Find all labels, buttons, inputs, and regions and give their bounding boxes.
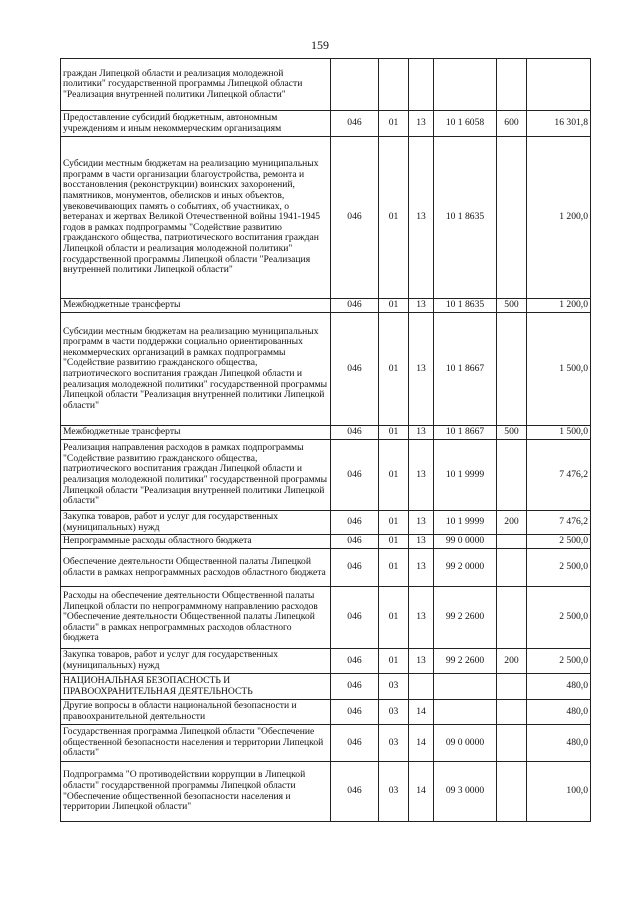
row-subsection-code: 13 — [409, 426, 434, 440]
table-row — [61, 535, 591, 549]
row-expense-type-code — [497, 59, 527, 111]
row-expense-type-code — [497, 313, 527, 426]
row-ved-code: 046 — [331, 762, 379, 822]
row-amount: 1 200,0 — [527, 137, 591, 299]
row-ved-code: 046 — [331, 313, 379, 426]
row-section-code: 01 — [379, 299, 409, 313]
row-ved-code: 046 — [331, 137, 379, 299]
row-ved-code: 046 — [331, 649, 379, 674]
row-section-code: 01 — [379, 426, 409, 440]
row-expense-type-code — [497, 762, 527, 822]
table-row — [61, 700, 591, 725]
table-row — [61, 299, 591, 313]
row-section-code: 01 — [379, 313, 409, 426]
row-section-code: 01 — [379, 549, 409, 587]
row-expense-type-code — [497, 549, 527, 587]
table-row — [61, 440, 591, 511]
row-ved-code: 046 — [331, 549, 379, 587]
row-ved-code: 046 — [331, 511, 379, 535]
row-ved-code: 046 — [331, 587, 379, 649]
row-expense-type-code: 200 — [497, 649, 527, 674]
row-amount: 1 200,0 — [527, 299, 591, 313]
row-name: Межбюджетные трансферты — [61, 426, 331, 440]
row-subsection-code: 13 — [409, 511, 434, 535]
row-expense-type-code: 200 — [497, 511, 527, 535]
row-section-code: 03 — [379, 762, 409, 822]
row-expense-type-code — [497, 700, 527, 725]
row-name: Расходы на обеспечение деятельности Общественной палаты Липецкой области по непрограммному направлению расходов "Обеспечение деятельности Общественной палаты Липецкой области" в рамках непрограммных расходов областного бюджета — [61, 587, 331, 649]
row-ved-code: 046 — [331, 725, 379, 762]
row-amount: 2 500,0 — [527, 587, 591, 649]
row-name: Закупка товаров, работ и услуг для государственных (муниципальных) нужд — [61, 649, 331, 674]
row-name: Субсидии местным бюджетам на реализацию муниципальных программ в части поддержки социально ориентированных некоммерческих организаций в рамках подпрограммы "Содействие развитию гражданского общества, патриотического воспитания граждан Липецкой области и реализация молодежной политики" государственной программы Липецкой области "Реализация внутренней политики Липецкой области" — [61, 313, 331, 426]
row-expense-type-code: 500 — [497, 426, 527, 440]
row-subsection-code: 13 — [409, 313, 434, 426]
row-ved-code — [331, 59, 379, 111]
row-name: граждан Липецкой области и реализация молодежной политики" государственной программы Липецкой области "Реализация внутренней политики Липецкой области" — [61, 59, 331, 111]
row-target-code: 99 0 0000 — [434, 535, 497, 549]
table-row — [61, 313, 591, 426]
row-ved-code: 046 — [331, 700, 379, 725]
row-target-code — [434, 700, 497, 725]
row-amount: 7 476,2 — [527, 511, 591, 535]
row-ved-code: 046 — [331, 535, 379, 549]
row-subsection-code: 13 — [409, 535, 434, 549]
row-subsection-code: 13 — [409, 299, 434, 313]
row-subsection-code — [409, 59, 434, 111]
row-ved-code: 046 — [331, 674, 379, 700]
row-name: НАЦИОНАЛЬНАЯ БЕЗОПАСНОСТЬ И ПРАВООХРАНИТЕЛЬНАЯ ДЕЯТЕЛЬНОСТЬ — [61, 674, 331, 700]
row-ved-code: 046 — [331, 299, 379, 313]
page-number: 159 — [311, 38, 329, 52]
row-amount — [527, 59, 591, 111]
row-expense-type-code — [497, 535, 527, 549]
row-name: Другие вопросы в области национальной безопасности и правоохранительной деятельности — [61, 700, 331, 725]
row-section-code: 03 — [379, 674, 409, 700]
row-ved-code: 046 — [331, 111, 379, 137]
row-target-code: 10 1 8667 — [434, 426, 497, 440]
row-amount: 480,0 — [527, 674, 591, 700]
row-subsection-code: 14 — [409, 725, 434, 762]
row-amount: 2 500,0 — [527, 649, 591, 674]
row-amount: 1 500,0 — [527, 313, 591, 426]
table-row — [61, 111, 591, 137]
row-subsection-code: 13 — [409, 587, 434, 649]
row-subsection-code: 13 — [409, 440, 434, 511]
table-row — [61, 674, 591, 700]
row-name: Непрограммные расходы областного бюджета — [61, 535, 331, 549]
row-expense-type-code — [497, 137, 527, 299]
row-expense-type-code: 600 — [497, 111, 527, 137]
row-subsection-code: 14 — [409, 700, 434, 725]
row-target-code: 99 2 2600 — [434, 649, 497, 674]
row-name: Реализация направления расходов в рамках подпрограммы "Содействие развитию гражданского общества, патриотического воспитания граждан Липецкой области и реализация молодежной политики" государственной программы Липецкой области "Реализация внутренней политики Липецкой области" — [61, 440, 331, 511]
row-target-code — [434, 59, 497, 111]
row-section-code: 01 — [379, 587, 409, 649]
row-name: Государственная программа Липецкой области "Обеспечение общественной безопасности населения и территории Липецкой области" — [61, 725, 331, 762]
budget-table — [60, 58, 591, 822]
row-expense-type-code — [497, 725, 527, 762]
row-subsection-code: 13 — [409, 649, 434, 674]
row-expense-type-code — [497, 674, 527, 700]
row-target-code: 10 1 9999 — [434, 440, 497, 511]
row-subsection-code: 13 — [409, 111, 434, 137]
row-name: Подпрограмма "О противодействии коррупции в Липецкой области" государственной программы Липецкой области "Обеспечение общественной безопасности населения и территории Липецкой области" — [61, 762, 331, 822]
row-target-code: 09 0 0000 — [434, 725, 497, 762]
row-subsection-code: 13 — [409, 137, 434, 299]
row-subsection-code — [409, 674, 434, 700]
row-amount: 480,0 — [527, 725, 591, 762]
row-section-code: 01 — [379, 535, 409, 549]
row-section-code: 01 — [379, 511, 409, 535]
table-row — [61, 587, 591, 649]
table-row — [61, 426, 591, 440]
row-expense-type-code: 500 — [497, 299, 527, 313]
row-section-code: 01 — [379, 440, 409, 511]
row-section-code: 01 — [379, 111, 409, 137]
row-target-code: 99 2 0000 — [434, 549, 497, 587]
row-amount: 1 500,0 — [527, 426, 591, 440]
row-target-code — [434, 674, 497, 700]
table-row — [61, 511, 591, 535]
row-subsection-code: 13 — [409, 549, 434, 587]
row-amount: 7 476,2 — [527, 440, 591, 511]
table-row — [61, 137, 591, 299]
row-ved-code: 046 — [331, 440, 379, 511]
row-target-code: 10 1 8667 — [434, 313, 497, 426]
row-name: Закупка товаров, работ и услуг для государственных (муниципальных) нужд — [61, 511, 331, 535]
row-target-code: 10 1 6058 — [434, 111, 497, 137]
table-row — [61, 649, 591, 674]
table-row — [61, 725, 591, 762]
row-expense-type-code — [497, 440, 527, 511]
row-name: Субсидии местным бюджетам на реализацию муниципальных программ в части организации благоустройства, ремонта и восстановления (реконструкции) воинских захоронений, памятников, монументов, обелисков и иных объектов, увековечивающих память о событиях, об участниках, о ветеранах и жертвах Великой Отечественной войны 1941-1945 годов в рамках подпрограммы "Содействие развитию гражданского общества, патриотического воспитания граждан Липецкой области и реализация молодежной политики" государственной программы Липецкой области "Реализация внутренней политики Липецкой области" — [61, 137, 331, 299]
row-target-code: 09 3 0000 — [434, 762, 497, 822]
row-section-code: 03 — [379, 700, 409, 725]
row-amount: 2 500,0 — [527, 549, 591, 587]
row-amount: 480,0 — [527, 700, 591, 725]
row-target-code: 10 1 8635 — [434, 299, 497, 313]
row-section-code: 01 — [379, 649, 409, 674]
table-row — [61, 762, 591, 822]
row-section-code: 01 — [379, 137, 409, 299]
row-name: Межбюджетные трансферты — [61, 299, 331, 313]
table-row — [61, 549, 591, 587]
row-amount: 2 500,0 — [527, 535, 591, 549]
row-amount: 16 301,8 — [527, 111, 591, 137]
row-name: Предоставление субсидий бюджетным, автономным учреждениям и иным некоммерческим организациям — [61, 111, 331, 137]
row-subsection-code: 14 — [409, 762, 434, 822]
row-ved-code: 046 — [331, 426, 379, 440]
row-amount: 100,0 — [527, 762, 591, 822]
row-target-code: 99 2 2600 — [434, 587, 497, 649]
row-expense-type-code — [497, 587, 527, 649]
row-name: Обеспечение деятельности Общественной палаты Липецкой области в рамках непрограммных расходов областного бюджета — [61, 549, 331, 587]
row-target-code: 10 1 8635 — [434, 137, 497, 299]
table-row — [61, 59, 591, 111]
row-section-code — [379, 59, 409, 111]
row-target-code: 10 1 9999 — [434, 511, 497, 535]
row-section-code: 03 — [379, 725, 409, 762]
